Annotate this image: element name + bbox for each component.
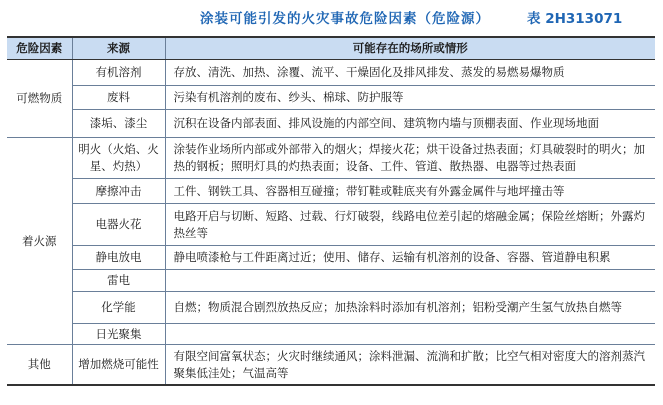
- table-title: 涂装可能引发的火灾事故危险因素（危险源）: [200, 11, 490, 27]
- category-cell: 可燃物质: [7, 60, 72, 138]
- source-cell: 明火（火焰、火星、灼热）: [72, 138, 165, 179]
- table-row: [7, 324, 655, 345]
- table-row: [7, 345, 655, 386]
- hazard-table: [7, 36, 655, 386]
- table-row: [7, 270, 655, 292]
- table-number: 表 2H313071: [527, 11, 623, 27]
- source-cell: 漆垢、漆尘: [72, 110, 165, 138]
- table-row: [7, 204, 655, 246]
- header-factor: 危险因素: [7, 37, 72, 60]
- desc-cell: 静电喷漆枪与工件距离过近；使用、储存、运输有机溶剂的设备、容器、管道静电积累: [165, 246, 655, 270]
- table-row: [7, 110, 655, 138]
- table-row: [7, 246, 655, 270]
- title-row: [0, 0, 663, 32]
- source-cell: 雷电: [72, 270, 165, 292]
- desc-cell: 污染有机溶剂的废布、纱头、棉球、防护服等: [165, 86, 655, 110]
- table-row: [7, 292, 655, 324]
- source-cell: 化学能: [72, 292, 165, 324]
- source-cell: 增加燃烧可能性: [72, 345, 165, 386]
- source-cell: 有机溶剂: [72, 60, 165, 86]
- category-cell: 着火源: [7, 138, 72, 345]
- source-cell: 静电放电: [72, 246, 165, 270]
- desc-cell: 有限空间富氧状态；火灾时继续通风；涂料泄漏、流淌和扩散；比空气相对密度大的溶剂蒸汽聚集低洼处；气温高等: [165, 345, 655, 386]
- header-situation: 可能存在的场所或情形: [165, 37, 655, 60]
- header-row: [7, 37, 655, 60]
- table-row: [7, 60, 655, 86]
- category-cell: 其他: [7, 345, 72, 386]
- desc-cell: 沉积在设备内部表面、排风设施的内部空间、建筑物内墙与顶棚表面、作业现场地面: [165, 110, 655, 138]
- desc-cell: 工件、钢铁工具、容器相互碰撞；带钉鞋或鞋底夹有外露金属件与地坪撞击等: [165, 179, 655, 204]
- source-cell: 日光聚集: [72, 324, 165, 345]
- table-row: [7, 138, 655, 179]
- desc-cell: 存放、清洗、加热、涂覆、流平、干燥固化及排风排发、蒸发的易燃易爆物质: [165, 60, 655, 86]
- source-cell: 摩擦冲击: [72, 179, 165, 204]
- desc-cell: [165, 324, 655, 345]
- table-row: [7, 86, 655, 110]
- header-source: 来源: [72, 37, 165, 60]
- source-cell: 废料: [72, 86, 165, 110]
- source-cell: 电器火花: [72, 204, 165, 246]
- desc-cell: 涂装作业场所内部或外部带入的烟火；焊接火花；烘干设备过热表面；灯具破裂时的明火；加热的钢板；照明灯具的灼热表面；设备、工件、管道、散热器、电器等过热表面: [165, 138, 655, 179]
- desc-cell: 自燃；物质混合剧烈放热反应；加热涂料时添加有机溶剂；铝粉受潮产生氢气放热自燃等: [165, 292, 655, 324]
- desc-cell: 电路开启与切断、短路、过载、行灯破裂，线路电位差引起的熔融金属；保险丝熔断；外露灼热丝等: [165, 204, 655, 246]
- desc-cell: [165, 270, 655, 292]
- table-row: [7, 179, 655, 204]
